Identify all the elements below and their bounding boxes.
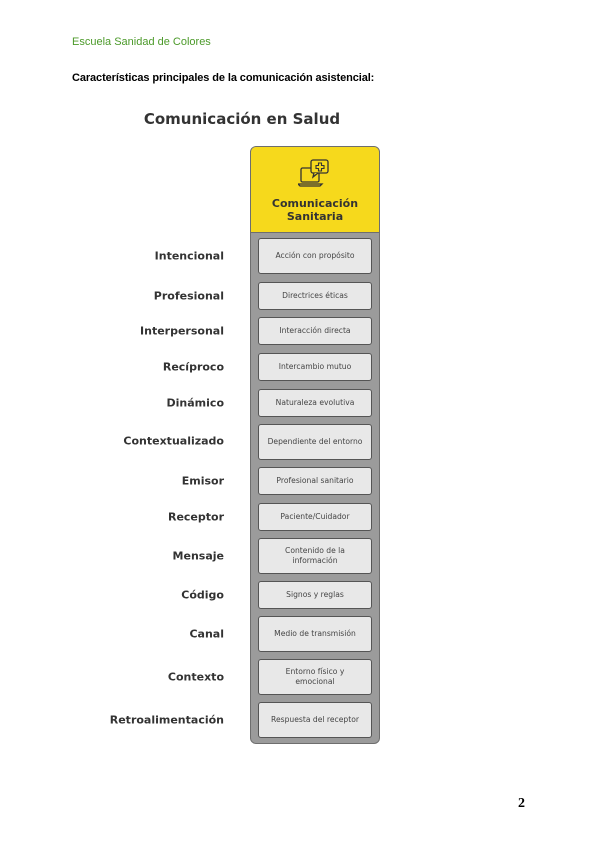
row-label-interpersonal: Interpersonal: [140, 324, 224, 338]
row-box-codigo: Signos y reglas: [258, 581, 372, 609]
computer-medical-chat-icon: [298, 159, 332, 194]
row-label-mensaje: Mensaje: [172, 549, 224, 563]
row-box-canal: Medio de transmisión: [258, 616, 372, 652]
row-box-profesional: Directrices éticas: [258, 282, 372, 310]
row-box-emisor: Profesional sanitario: [258, 467, 372, 495]
column-title: [251, 197, 379, 223]
row-label-emisor: Emisor: [181, 474, 224, 488]
row-box-receptor: Paciente/Cuidador: [258, 503, 372, 531]
row-label-receptor: Receptor: [167, 510, 224, 524]
column-title-line2: Sanitaria: [286, 210, 344, 223]
column-title-line1: Comunicación: [271, 197, 359, 210]
row-label-codigo: Código: [181, 588, 224, 602]
row-label-canal: Canal: [189, 627, 224, 641]
row-label-retroalimentacion: Retroalimentación: [109, 713, 224, 727]
row-label-profesional: Profesional: [153, 289, 224, 303]
row-label-contextualizado: Contextualizado: [123, 434, 224, 448]
row-label-contexto: Contexto: [167, 670, 224, 684]
school-header: Escuela Sanidad de Colores: [72, 36, 211, 48]
row-box-contextualizado: Dependiente del entorno: [258, 424, 372, 460]
row-label-reciproco: Recíproco: [162, 360, 224, 374]
row-box-dinamico: Naturaleza evolutiva: [258, 389, 372, 417]
section-heading: Características principales de la comunicación asistencial:: [72, 72, 375, 84]
page-number: 2: [518, 796, 525, 811]
row-box-intencional: Acción con propósito: [258, 238, 372, 274]
column-header: [251, 147, 379, 233]
row-label-dinamico: Dinámico: [166, 396, 224, 410]
row-box-contexto: Entorno físico y emocional: [258, 659, 372, 695]
row-box-mensaje: Contenido de la información: [258, 538, 372, 574]
row-box-reciproco: Intercambio mutuo: [258, 353, 372, 381]
row-box-interpersonal: Interacción directa: [258, 317, 372, 345]
row-label-intencional: Intencional: [154, 249, 224, 263]
row-box-retroalimentacion: Respuesta del receptor: [258, 702, 372, 738]
diagram-title: Comunicación en Salud: [143, 110, 341, 128]
